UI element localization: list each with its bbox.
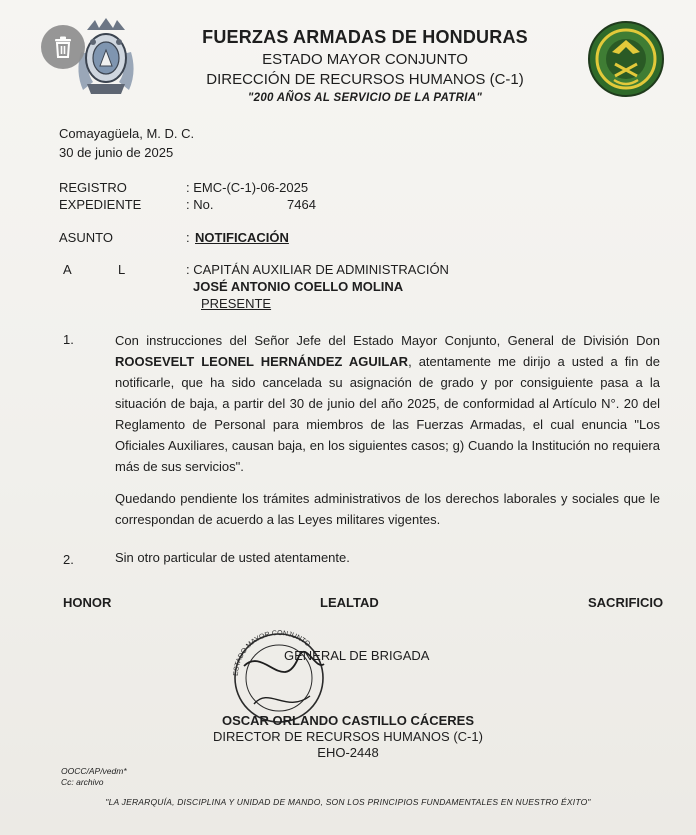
header-department: ESTADO MAYOR CONJUNTO — [262, 51, 468, 68]
paragraph-1-number: 1. — [63, 332, 74, 347]
expediente-label: EXPEDIENTE — [59, 197, 142, 212]
seal-ring-text: ESTADO MAYOR CONJUNTO — [232, 629, 312, 677]
footer-motto: "LA JERARQUÍA, DISCIPLINA Y UNIDAD DE MANDO, SON LOS PRINCIPIOS FUNDAMENTALES EN NUESTRO ÉXITO" — [105, 797, 591, 807]
registro-value: : EMC-(C-1)-06-2025 — [186, 180, 309, 195]
estado-mayor-badge-logo — [587, 20, 665, 98]
general-name: ROOSEVELT LEONEL HERNÁNDEZ AGUILAR — [115, 354, 409, 369]
header-motto: "200 AÑOS AL SERVICIO DE LA PATRIA" — [247, 92, 483, 104]
trash-icon — [53, 36, 73, 58]
paragraph-2-number: 2. — [63, 552, 74, 567]
signatory-rank: GENERAL DE BRIGADA — [284, 648, 430, 663]
header-institution: FUERZAS ARMADAS DE HONDURAS — [202, 27, 528, 47]
initials-reference: OOCC/AP/vedm* — [61, 766, 127, 776]
paragraph-1-intro: Con instrucciones del Señor Jefe del Estado Mayor Conjunto, General de División Don — [115, 333, 660, 348]
a-label: A — [63, 262, 72, 277]
cc-reference: Cc: archivo — [61, 777, 104, 787]
sacrificio-text: SACRIFICIO — [588, 595, 664, 610]
signatory-name: OSCAR ORLANDO CASTILLO CÁCERES — [221, 713, 475, 728]
expediente-number: 7464 — [287, 197, 316, 212]
l-label: L — [118, 262, 126, 277]
paragraph-1b: Quedando pendiente los trámites administrativos de los derechos laborales y sociales que le correspondan de acuerdo a las Leyes militares vigentes. — [115, 491, 660, 527]
expediente-value: : No. — [186, 197, 214, 212]
lealtad-text: LEALTAD — [320, 595, 379, 610]
place-text: Comayagüela, M. D. C. — [59, 126, 195, 141]
header-directorate: DIRECCIÓN DE RECURSOS HUMANOS (C-1) — [206, 71, 524, 88]
signatory-code: EHO-2448 — [317, 745, 379, 760]
recipient-name: JOSÉ ANTONIO COELLO MOLINA — [193, 279, 404, 294]
recipient-rank: : CAPITÁN AUXILIAR DE ADMINISTRACIÓN — [186, 262, 449, 277]
paragraph-1-rest: , atentamente me dirijo a usted a fin de notificarle, que ha sido cancelada su asignación de grado y por consiguiente pasa a la situación de baja, a partir del 30 de junio del año 2025, de conformidad al Artículo N°. 20 del Reglamento de Personal para miembros de las Fuerzas Armadas, el cual enuncia "Los Oficiales Auxiliares, causan baja, en los siguientes casos; g) Cuando la Institución no requiera más de sus servicios". — [115, 354, 660, 474]
paragraph-2: Sin otro particular de usted atentamente. — [115, 550, 350, 565]
paragraph-1 — [115, 330, 660, 477]
asunto-value: NOTIFICACIÓN — [195, 230, 289, 245]
asunto-label: ASUNTO — [59, 230, 113, 245]
official-seal-stamp — [224, 626, 334, 726]
signatory-title: DIRECTOR DE RECURSOS HUMANOS (C-1) — [213, 729, 483, 744]
delete-overlay-button[interactable] — [41, 25, 85, 69]
asunto-colon: : — [186, 230, 190, 245]
registro-label: REGISTRO — [59, 180, 127, 195]
presente-text: PRESENTE — [201, 296, 272, 311]
honor-text: HONOR — [63, 595, 112, 610]
date-text: 30 de junio de 2025 — [59, 145, 174, 160]
